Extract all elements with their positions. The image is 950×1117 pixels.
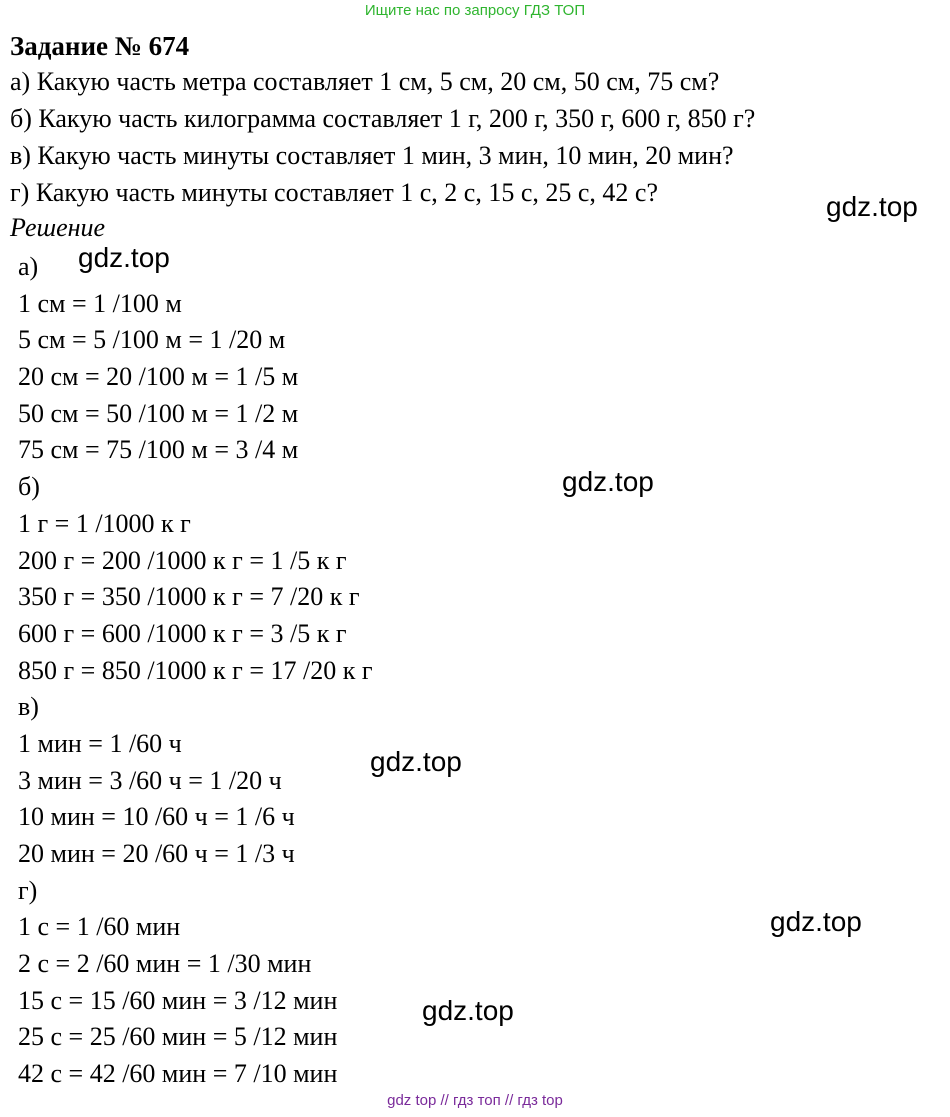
watermark: gdz.top: [422, 995, 514, 1026]
solution-line: 200 г = 200 /1000 к г = 1 /5 к г: [18, 545, 347, 575]
solution-line: 25 с = 25 /60 мин = 5 /12 мин: [18, 1022, 338, 1052]
task-statement: [10, 63, 755, 211]
solution-line: 50 см = 50 /100 м = 1 /2 м: [18, 398, 299, 428]
solution-section-b-label: б): [18, 472, 40, 502]
solution-line: 3 мин = 3 /60 ч = 1 /20 ч: [18, 765, 282, 795]
watermark: gdz.top: [370, 746, 462, 777]
solution-line: 15 с = 15 /60 мин = 3 /12 мин: [18, 985, 338, 1015]
solution-section-a-label: а): [18, 252, 39, 281]
task-line-c: в) Какую часть минуты составляет 1 мин, 3 мин, 10 мин, 20 мин?: [10, 141, 734, 170]
solution-line: 20 см = 20 /100 м = 1 /5 м: [18, 362, 299, 392]
solution-line: 42 с = 42 /60 мин = 7 /10 мин: [18, 1059, 338, 1089]
footer-links: gdz top // гдз топ // гдз top: [387, 1092, 563, 1109]
task-line-d: г) Какую часть минуты составляет 1 с, 2 с, 15 с, 25 с, 42 с?: [10, 178, 658, 207]
solution-line: 850 г = 850 /1000 к г = 17 /20 к г: [18, 655, 373, 685]
solution-line: 5 см = 5 /100 м = 1 /20 м: [18, 325, 286, 355]
task-title: Задание № 674: [10, 31, 190, 61]
top-banner: Ищите нас по запросу ГДЗ ТОП: [364, 2, 586, 19]
solution-line: 350 г = 350 /1000 к г = 7 /20 к г: [18, 582, 360, 612]
solution-line: 600 г = 600 /1000 к г = 3 /5 к г: [18, 618, 347, 648]
solution-line: 20 мин = 20 /60 ч = 1 /3 ч: [18, 839, 295, 868]
watermark: gdz.top: [562, 466, 654, 497]
task-line-a: а) Какую часть метра составляет 1 см, 5 см, 20 см, 50 см, 75 см?: [10, 67, 720, 96]
solution-line: 2 с = 2 /60 мин = 1 /30 мин: [18, 949, 312, 979]
solution-label: Решение: [10, 213, 106, 242]
watermark: gdz.top: [78, 242, 170, 273]
watermark: gdz.top: [770, 906, 862, 937]
solution-line: 1 мин = 1 /60 ч: [18, 728, 182, 758]
solution-line: 1 с = 1 /60 мин: [18, 912, 181, 942]
task-line-b: б) Какую часть килограмма составляет 1 г, 200 г, 350 г, 600 г, 850 г?: [10, 104, 756, 133]
solution-line: 10 мин = 10 /60 ч = 1 /6 ч: [18, 802, 295, 832]
solution-line: 75 см = 75 /100 м = 3 /4 м: [18, 435, 299, 465]
solution-body: [18, 249, 373, 1093]
solution-section-d-label: г): [18, 875, 38, 905]
solution-section-c-label: в): [18, 692, 39, 722]
solution-line: 1 см = 1 /100 м: [18, 288, 182, 318]
watermark: gdz.top: [826, 191, 918, 222]
solution-line: 1 г = 1 /1000 к г: [18, 508, 191, 538]
